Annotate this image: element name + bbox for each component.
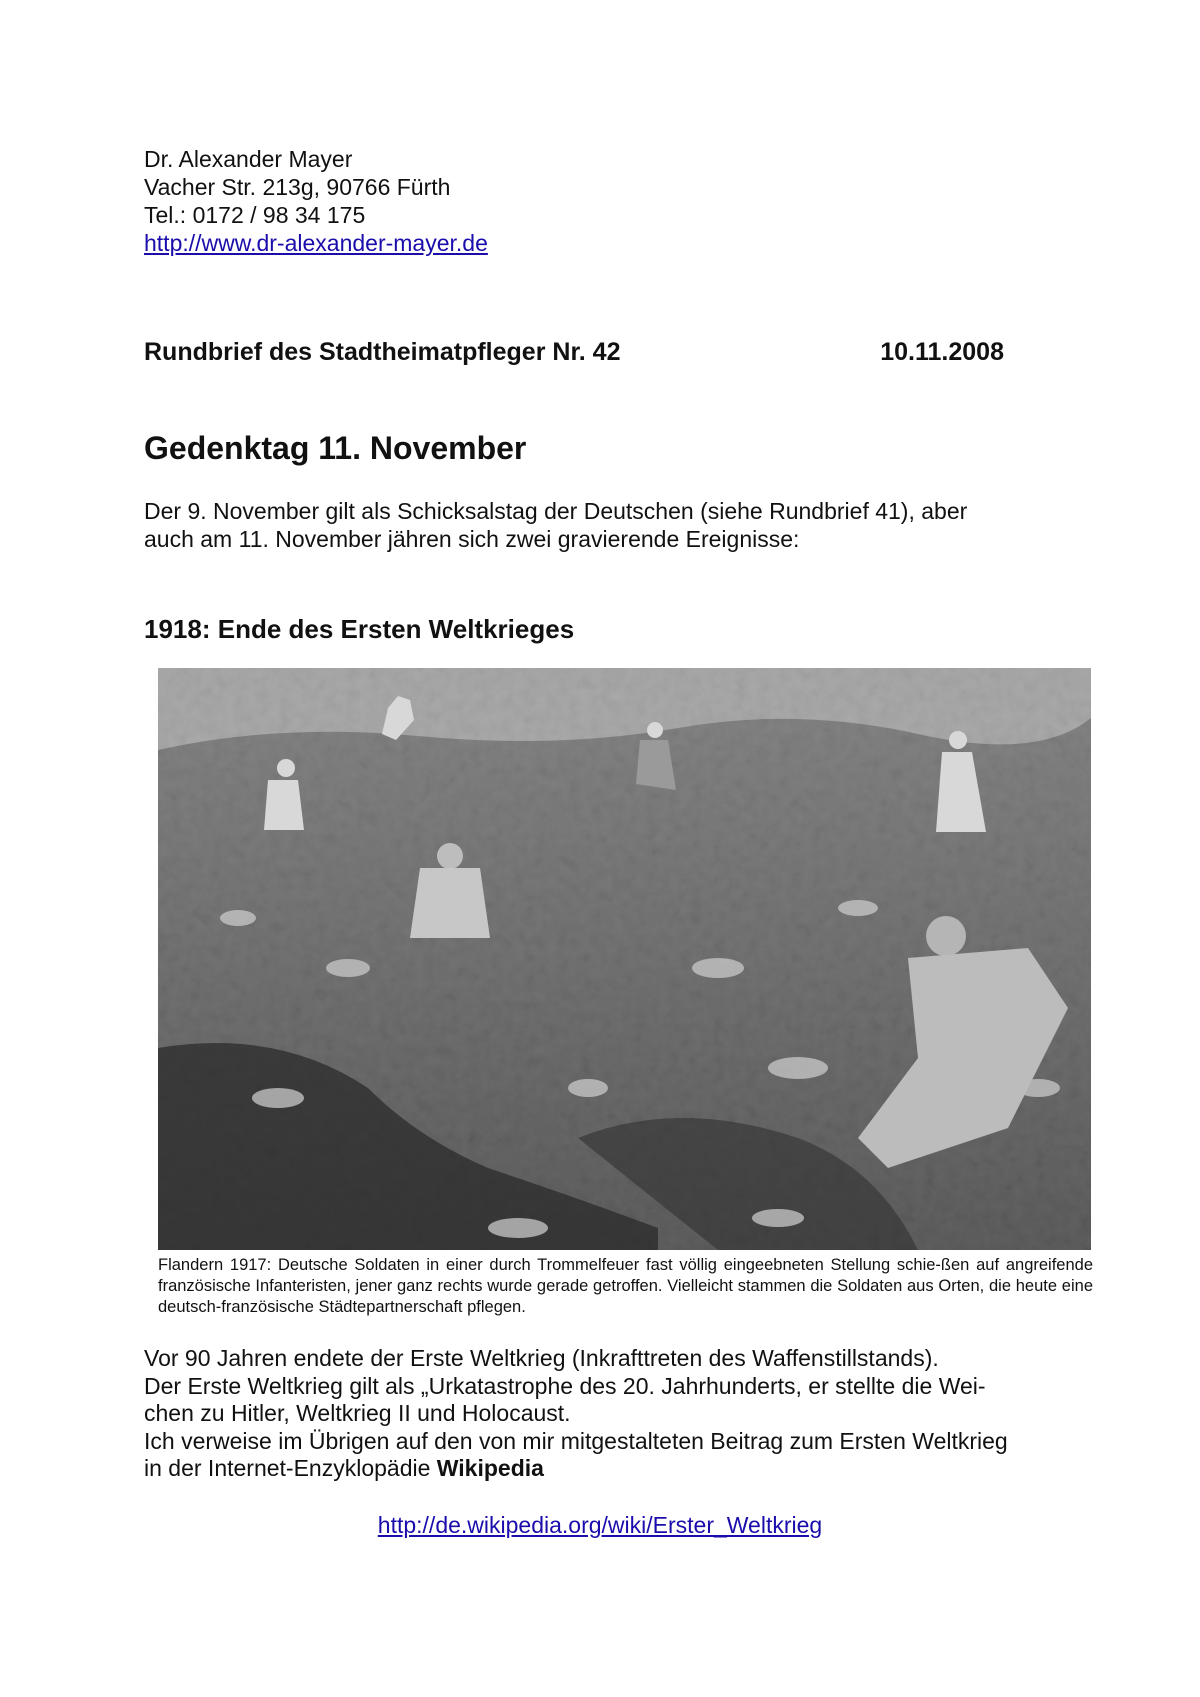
author-name: Dr. Alexander Mayer	[144, 146, 353, 172]
battlefield-photo	[158, 668, 1091, 1250]
page-title: Gedenktag 11. November	[144, 430, 527, 466]
author-phone: Tel.: 0172 / 98 34 175	[144, 202, 366, 228]
body-paragraph	[144, 1345, 1064, 1483]
author-website-link[interactable]: http://www.dr-alexander-mayer.de	[144, 230, 488, 256]
body-line: chen zu Hitler, Weltkrieg II und Holocaust.	[144, 1400, 571, 1426]
body-line	[144, 1455, 1064, 1483]
newsletter-date: 10.11.2008	[880, 338, 1004, 366]
photo-caption: Flandern 1917: Deutsche Soldaten in einer durch Trommelfeuer fast völlig eingeebneten Stellung schie-ßen auf angreifende französische Infanteristen, jener ganz rechts wurde gerade getroffen. Vielleicht stammen die Soldaten aus Orten, die heute eine deutsch-französische Städtepartnerschaft pflegen.	[158, 1256, 1093, 1316]
newsletter-title: Rundbrief des Stadtheimatpfleger Nr. 42	[144, 338, 621, 366]
intro-line: auch am 11. November jähren sich zwei gravierende Ereignisse:	[144, 526, 800, 552]
newsletter-header	[144, 338, 1004, 367]
intro-line: Der 9. November gilt als Schicksalstag der Deutschen (siehe Rundbrief 41), aber	[144, 498, 968, 524]
body-line: Vor 90 Jahren endete der Erste Weltkrieg (Inkrafttreten des Waffenstillstands).	[144, 1345, 939, 1371]
wiki-link-row	[0, 1512, 1200, 1539]
body-line-text: in der Internet-Enzyklopädie	[144, 1455, 437, 1481]
body-line: Ich verweise im Übrigen auf den von mir mitgestalteten Beitrag zum Ersten Weltkrieg	[144, 1427, 1008, 1454]
intro-paragraph	[144, 497, 1064, 553]
body-line: Der Erste Weltkrieg gilt als „Urkatastrophe des 20. Jahrhunderts, er stellte die Wei-	[144, 1372, 986, 1399]
author-street: Vacher Str. 213g, 90766 Fürth	[144, 174, 451, 200]
section-heading: 1918: Ende des Ersten Weltkrieges	[144, 614, 575, 644]
wikipedia-label: Wikipedia	[436, 1455, 544, 1481]
wikipedia-article-link[interactable]: http://de.wikipedia.org/wiki/Erster_Weltkrieg	[377, 1512, 823, 1538]
author-address-block	[144, 145, 488, 257]
